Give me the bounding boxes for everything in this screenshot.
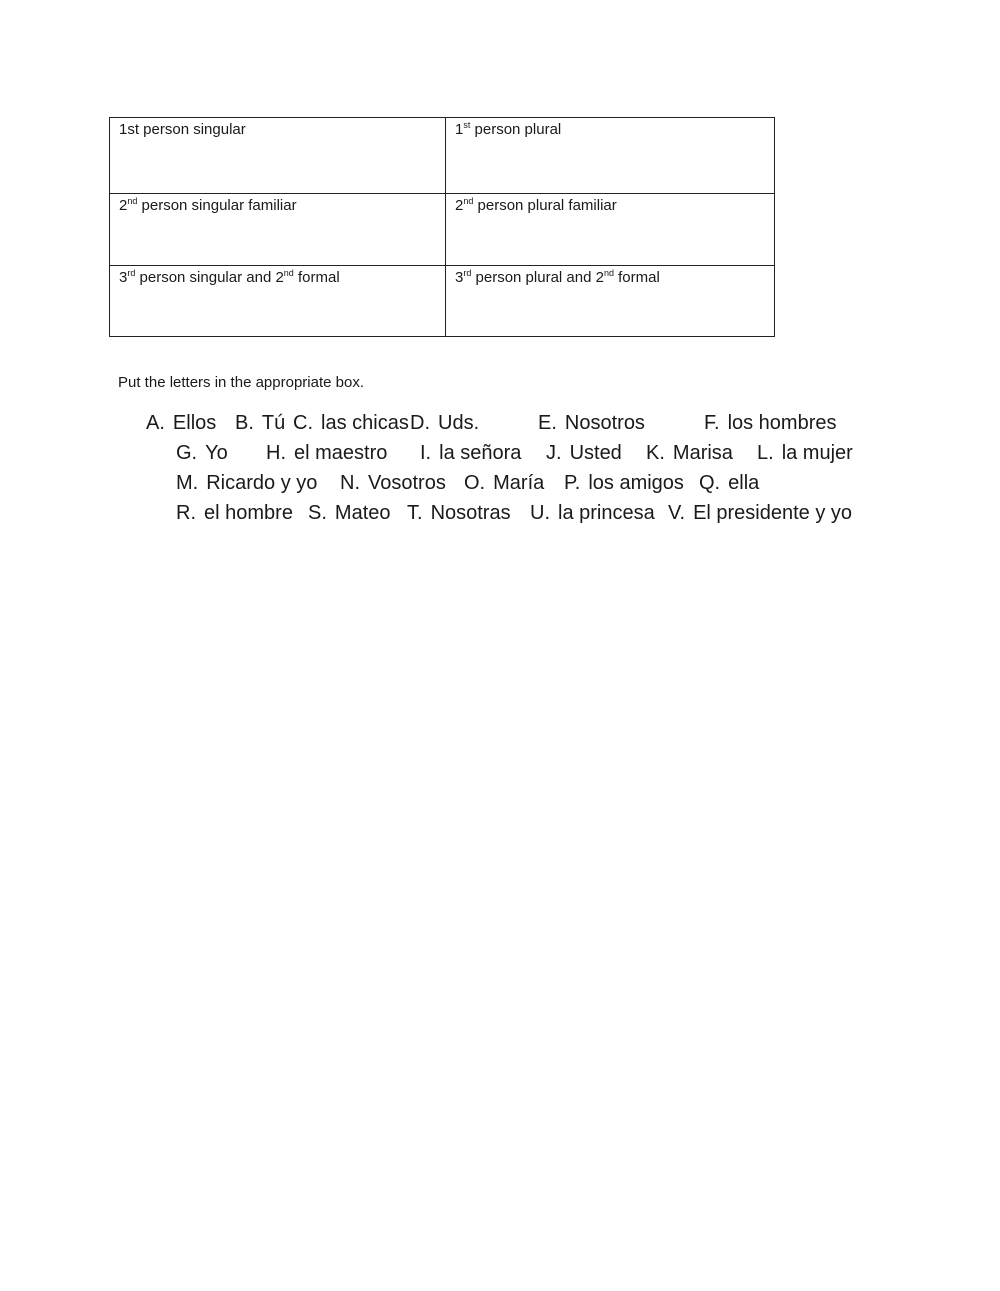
options-line-2 bbox=[0, 438, 1000, 468]
option-word: Nosotros bbox=[564, 412, 645, 434]
option-item[interactable] bbox=[410, 408, 479, 438]
cell-label: 2nd person singular familiar bbox=[119, 196, 297, 214]
option-letter: G. bbox=[176, 442, 198, 464]
option-word: los amigos bbox=[588, 472, 684, 494]
option-word: la princesa bbox=[558, 502, 655, 524]
cell-label: 3rd person singular and 2nd formal bbox=[119, 268, 340, 286]
option-word: las chicas bbox=[321, 412, 409, 434]
option-letter: A. bbox=[146, 412, 165, 434]
option-item[interactable] bbox=[538, 408, 645, 438]
box-2nd-plural-familiar[interactable] bbox=[446, 194, 775, 266]
option-word: la mujer bbox=[781, 442, 853, 464]
option-word: Marisa bbox=[672, 442, 733, 464]
option-letter: I. bbox=[420, 442, 432, 464]
option-word: los hombres bbox=[727, 412, 837, 434]
table-row bbox=[110, 266, 775, 337]
option-letter: D. bbox=[410, 412, 430, 434]
option-word: Vosotros bbox=[368, 472, 446, 494]
option-letter: H. bbox=[266, 442, 286, 464]
option-item[interactable] bbox=[176, 438, 228, 468]
option-item[interactable] bbox=[176, 468, 317, 498]
option-item[interactable] bbox=[699, 468, 759, 498]
option-item[interactable] bbox=[176, 498, 293, 528]
cell-label: 2nd person plural familiar bbox=[455, 196, 617, 214]
option-item[interactable] bbox=[293, 408, 409, 438]
option-letter: M. bbox=[176, 472, 199, 494]
options-list bbox=[0, 408, 1000, 528]
option-letter: C. bbox=[293, 412, 313, 434]
option-letter: U. bbox=[530, 502, 550, 524]
option-word: Mateo bbox=[334, 502, 391, 524]
option-word: el hombre bbox=[204, 502, 293, 524]
option-item[interactable] bbox=[530, 498, 655, 528]
option-item[interactable] bbox=[266, 438, 387, 468]
option-word: Usted bbox=[569, 442, 622, 464]
option-word: Yo bbox=[205, 442, 228, 464]
box-3rd-singular-formal[interactable] bbox=[110, 266, 446, 337]
option-word: Ellos bbox=[172, 412, 217, 434]
option-item[interactable] bbox=[146, 408, 216, 438]
option-item[interactable] bbox=[464, 468, 544, 498]
option-word: la señora bbox=[439, 442, 522, 464]
option-word: Ricardo y yo bbox=[206, 472, 318, 494]
option-letter: S. bbox=[308, 502, 327, 524]
option-word: Uds. bbox=[438, 412, 480, 434]
option-letter: O. bbox=[464, 472, 486, 494]
option-letter: E. bbox=[538, 412, 557, 434]
cell-label: 1st person plural bbox=[455, 120, 562, 138]
option-letter: P. bbox=[564, 472, 581, 494]
option-item[interactable] bbox=[704, 408, 837, 438]
option-item[interactable] bbox=[546, 438, 622, 468]
options-line-3 bbox=[0, 468, 1000, 498]
option-letter: K. bbox=[646, 442, 665, 464]
option-letter: T. bbox=[407, 502, 423, 524]
option-item[interactable] bbox=[564, 468, 684, 498]
option-item[interactable] bbox=[235, 408, 285, 438]
option-word: María bbox=[493, 472, 545, 494]
option-item[interactable] bbox=[668, 498, 852, 528]
option-word: Nosotras bbox=[430, 502, 511, 524]
table-row bbox=[110, 118, 775, 194]
option-letter: L. bbox=[757, 442, 774, 464]
person-table bbox=[109, 117, 775, 337]
option-item[interactable] bbox=[407, 498, 511, 528]
cell-label: 3rd person plural and 2nd formal bbox=[455, 268, 660, 286]
option-item[interactable] bbox=[420, 438, 521, 468]
box-3rd-plural-formal[interactable] bbox=[446, 266, 775, 337]
option-word: El presidente y yo bbox=[693, 502, 853, 524]
option-letter: B. bbox=[235, 412, 254, 434]
option-item[interactable] bbox=[308, 498, 391, 528]
options-line-1 bbox=[0, 408, 1000, 438]
option-letter: J. bbox=[546, 442, 562, 464]
options-line-4 bbox=[0, 498, 1000, 528]
option-word: Tú bbox=[261, 412, 286, 434]
option-letter: V. bbox=[668, 502, 686, 524]
option-letter: F. bbox=[704, 412, 720, 434]
option-word: el maestro bbox=[294, 442, 388, 464]
box-2nd-singular-familiar[interactable] bbox=[110, 194, 446, 266]
box-1st-singular[interactable] bbox=[110, 118, 446, 194]
option-letter: Q. bbox=[699, 472, 721, 494]
option-letter: R. bbox=[176, 502, 196, 524]
option-word: ella bbox=[728, 472, 760, 494]
option-item[interactable] bbox=[646, 438, 733, 468]
cell-label: 1st person singular bbox=[119, 121, 246, 138]
table-row bbox=[110, 194, 775, 266]
instruction-text: Put the letters in the appropriate box. bbox=[118, 374, 364, 391]
box-1st-plural[interactable] bbox=[446, 118, 775, 194]
option-item[interactable] bbox=[340, 468, 446, 498]
option-letter: N. bbox=[340, 472, 360, 494]
option-item[interactable] bbox=[757, 438, 853, 468]
